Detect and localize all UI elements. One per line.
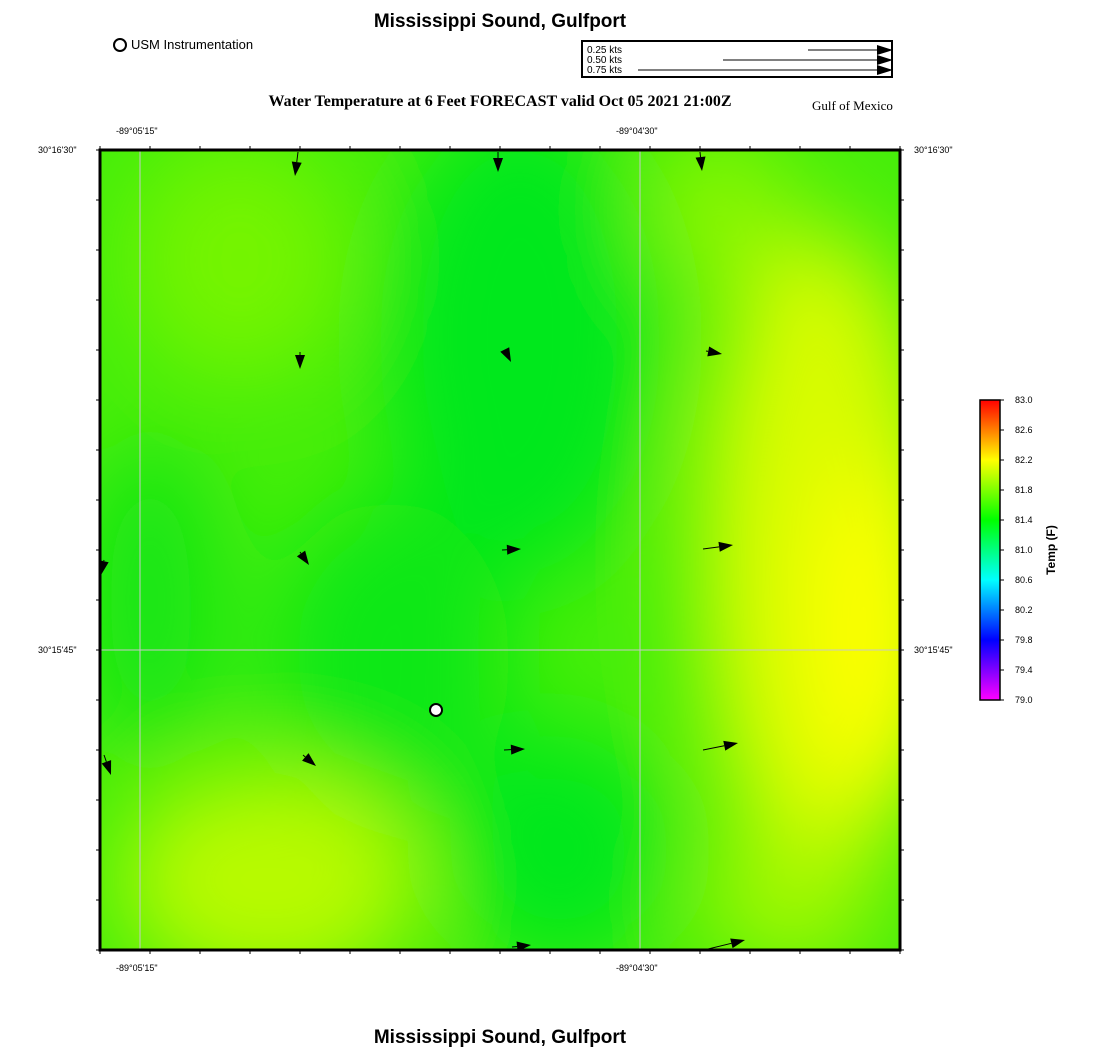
top-lon-label-2: -89°04'30": [616, 126, 658, 136]
colorbar-tick-label: 80.6: [1015, 575, 1033, 585]
colorbar-tick-label: 83.0: [1015, 395, 1033, 405]
bottom-lon-label-2: -89°04'30": [616, 963, 658, 973]
top-lon-label-1: -89°05'15": [116, 126, 158, 136]
colorbar-tick-label: 82.6: [1015, 425, 1033, 435]
colorbar-tick-label: 79.0: [1015, 695, 1033, 705]
colorbar-tick-label: 81.0: [1015, 545, 1033, 555]
colorbar-tick-label: 79.4: [1015, 665, 1033, 675]
speed-legend-arrow-icon: [723, 55, 893, 65]
speed-legend-arrow-icon: [808, 45, 893, 55]
left-lat-label-1: 30°16'30": [38, 145, 77, 155]
speed-legend-arrow-icon: [638, 65, 893, 75]
bottom-lon-label-1: -89°05'15": [116, 963, 158, 973]
temperature-field: [80, 100, 950, 990]
left-lat-label-2: 30°15'45": [38, 645, 77, 655]
colorbar-tick-label: 80.2: [1015, 605, 1033, 615]
colorbar-ticks: [1000, 395, 1033, 705]
colorbar-tick-label: 82.2: [1015, 455, 1033, 465]
colorbar: [980, 400, 1000, 700]
speed-legend-label-1: 0.25 kts: [587, 45, 623, 56]
station-marker: [430, 704, 442, 716]
right-lat-label-1: 30°16'30": [914, 145, 953, 155]
map-title: Mississippi Sound, Gulfport: [373, 11, 627, 32]
speed-legend-label-3: 0.75 kts: [587, 65, 623, 76]
map-subtitle: Water Temperature at 6 Feet FORECAST valid Oct 05 2021 21:00Z: [268, 93, 732, 110]
region-label: Gulf of Mexico: [812, 98, 893, 113]
right-lat-label-2: 30°15'45": [914, 645, 953, 655]
speed-legend-label-2: 0.50 kts: [587, 55, 623, 66]
colorbar-title: Temp (F): [1044, 525, 1058, 575]
colorbar-tick-label: 81.4: [1015, 515, 1033, 525]
colorbar-tick-label: 79.8: [1015, 635, 1033, 645]
colorbar-tick-label: 81.8: [1015, 485, 1033, 495]
speed-legend-arrows: [638, 45, 893, 75]
station-legend-label: USM Instrumentation: [131, 37, 254, 52]
footer-title: Mississippi Sound, Gulfport: [373, 1027, 627, 1048]
